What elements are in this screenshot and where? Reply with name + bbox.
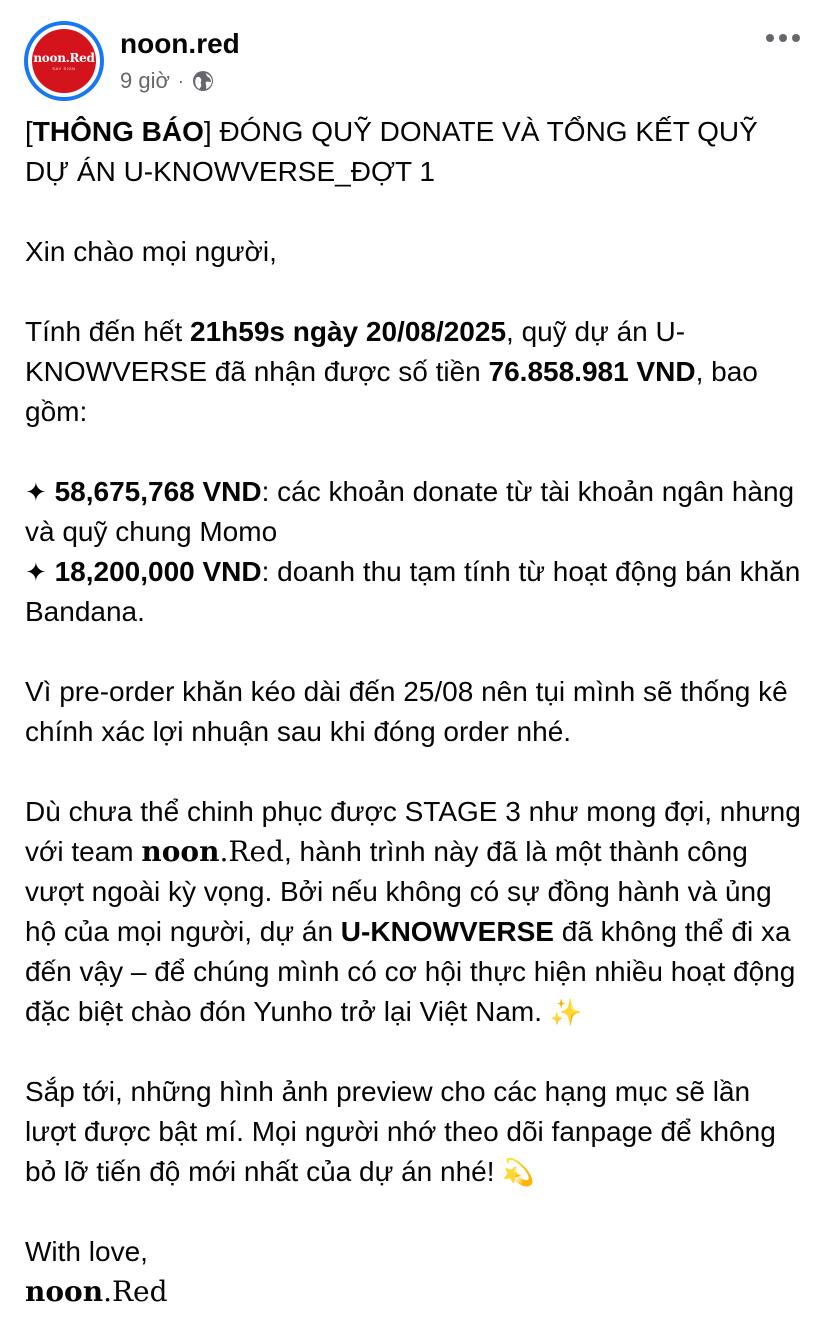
upcoming-paragraph: Sắp tới, những hình ảnh preview cho các hạng mục sẽ lần lượt được bật mí. Mọi người nhớ theo dõi fanpage để không bỏ lỡ tiến độ mới nhất của dự án nhé! 💫: [25, 1076, 776, 1187]
avatar-logo-text: noon.Red: [33, 50, 95, 65]
post-meta: [120, 66, 214, 96]
post-header: [0, 0, 828, 110]
globe-icon: [192, 70, 214, 92]
preorder-note: Vì pre-order khăn kéo dài đến 25/08 nên tụi mình sẽ thống kê chính xác lợi nhuận sau khi đóng order nhé.: [25, 676, 788, 747]
post-body: [25, 112, 805, 1312]
avatar-logo: [32, 29, 96, 93]
sparkle-bullet-icon: ✦: [25, 477, 47, 507]
sparkle-bullet-icon: ✦: [25, 557, 47, 587]
avatar-logo-subtext: SAY SIGN: [52, 65, 76, 71]
greeting: Xin chào mọi người,: [25, 236, 277, 267]
page-avatar[interactable]: [24, 21, 104, 101]
summary-paragraph: Tính đến hết 21h59s ngày 20/08/2025, quỹ dự án U-KNOWVERSE đã nhận được số tiền 76.858.981 VND, bao gồm:: [25, 316, 758, 427]
sparkles-icon: ✨: [549, 997, 583, 1027]
page-name[interactable]: noon.red: [120, 28, 240, 59]
thanks-paragraph: Dù chưa thể chinh phục được STAGE 3 như mong đợi, nhưng với team noon.Red, hành trình này đã là một thành công vượt ngoài kỳ vọng. Bởi nếu không có sự đồng hành và ủng hộ của mọi người, dự án U-KNOWVERSE đã không thể đi xa đến vậy – để chúng mình có cơ hội thực hiện nhiều hoạt động đặc biệt chào đón Yunho trở lại Việt Nam. ✨: [25, 796, 801, 1027]
list-item: ✦ 58,675,768 VND: các khoản donate từ tài khoản ngân hàng và quỹ chung Momo: [25, 476, 795, 547]
meta-separator: ·: [177, 70, 184, 91]
dizzy-star-icon: 💫: [502, 1157, 535, 1187]
post-title: [THÔNG BÁO] ĐÓNG QUỸ DONATE VÀ TỔNG KẾT QUỸ DỰ ÁN U-KNOWVERSE_ĐỢT 1: [25, 116, 758, 187]
more-horizontal-icon[interactable]: [766, 34, 800, 42]
post-time[interactable]: 9 giờ: [120, 68, 170, 93]
signature: noon.Red: [25, 1275, 168, 1308]
signoff: With love,: [25, 1236, 148, 1267]
list-item: ✦ 18,200,000 VND: doanh thu tạm tính từ hoạt động bán khăn Bandana.: [25, 556, 801, 627]
